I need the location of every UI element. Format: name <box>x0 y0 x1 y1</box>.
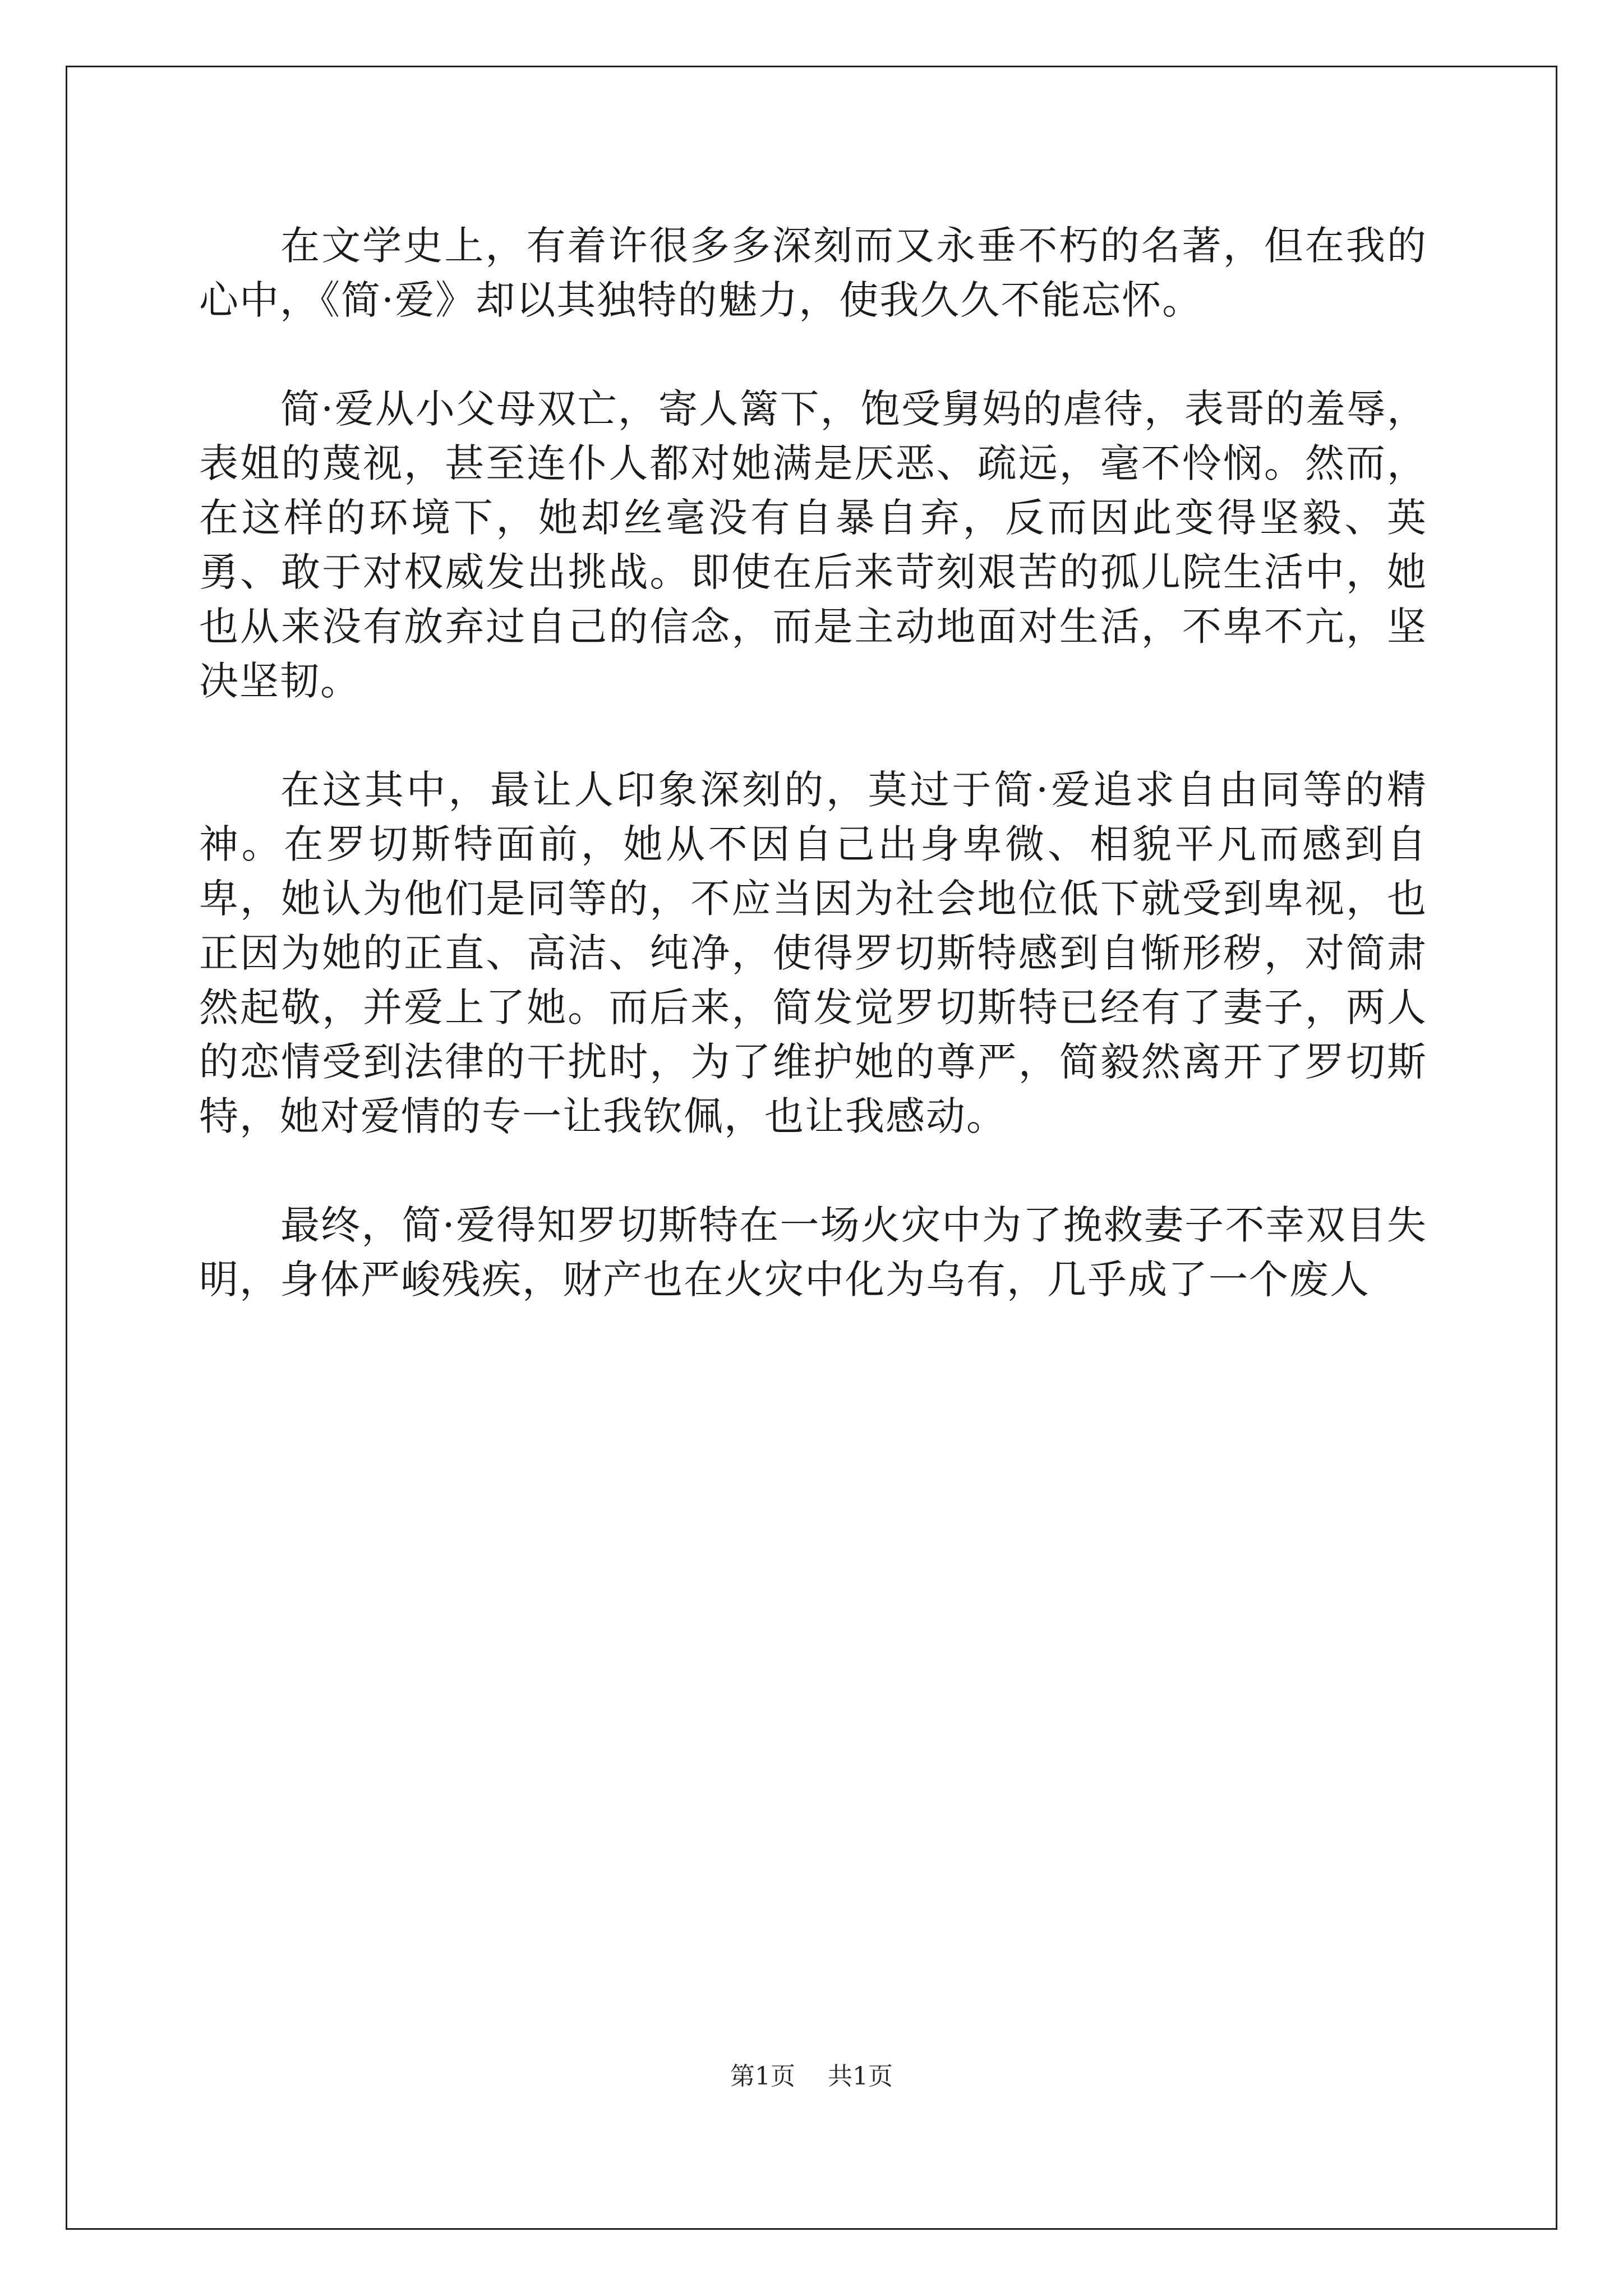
page-total: 共1页 <box>828 2062 893 2091</box>
page-number: 第1页 <box>730 2062 795 2091</box>
paragraph-4: 最终，简·爱得知罗切斯特在一场火灾中为了挽救妻子不幸双目失明，身体严峻残疾，财产也在火灾中化为乌有，几乎成了一个废人 <box>199 1202 1427 1303</box>
page-footer <box>0 2060 1623 2093</box>
document-body <box>199 219 1427 1307</box>
paragraph-3: 在这其中，最让人印象深刻的，莫过于简·爱追求自由同等的精神。在罗切斯特面前，她从不因自己出身卑微、相貌平凡而感到自卑，她认为他们是同等的，不应当因为社会地位低下就受到卑视，也正因为她的正直、高洁、纯净，使得罗切斯特感到自惭形秽，对简肃然起敬，并爱上了她。而后来，简发觉罗切斯特已经有了妻子，两人的恋情受到法律的干扰时，为了维护她的尊严，简毅然离开了罗切斯特，她对爱情的专一让我钦佩，也让我感动。 <box>199 767 1427 1139</box>
paragraph-2: 简·爱从小父母双亡，寄人篱下，饱受舅妈的虐待，表哥的羞辱，表姐的蔑视，甚至连仆人都对她满是厌恶、疏远，毫不怜悯。然而，在这样的环境下，她却丝毫没有自暴自弃，反而因此变得坚毅、英勇、敢于对权威发出挑战。即使在后来苛刻艰苦的孤儿院生活中，她也从来没有放弃过自己的信念，而是主动地面对生活，不卑不亢，坚决坚韧。 <box>199 386 1427 704</box>
paragraph-1: 在文学史上，有着许很多多深刻而又永垂不朽的名著，但在我的心中，《简·爱》却以其独特的魅力，使我久久不能忘怀。 <box>199 223 1427 323</box>
